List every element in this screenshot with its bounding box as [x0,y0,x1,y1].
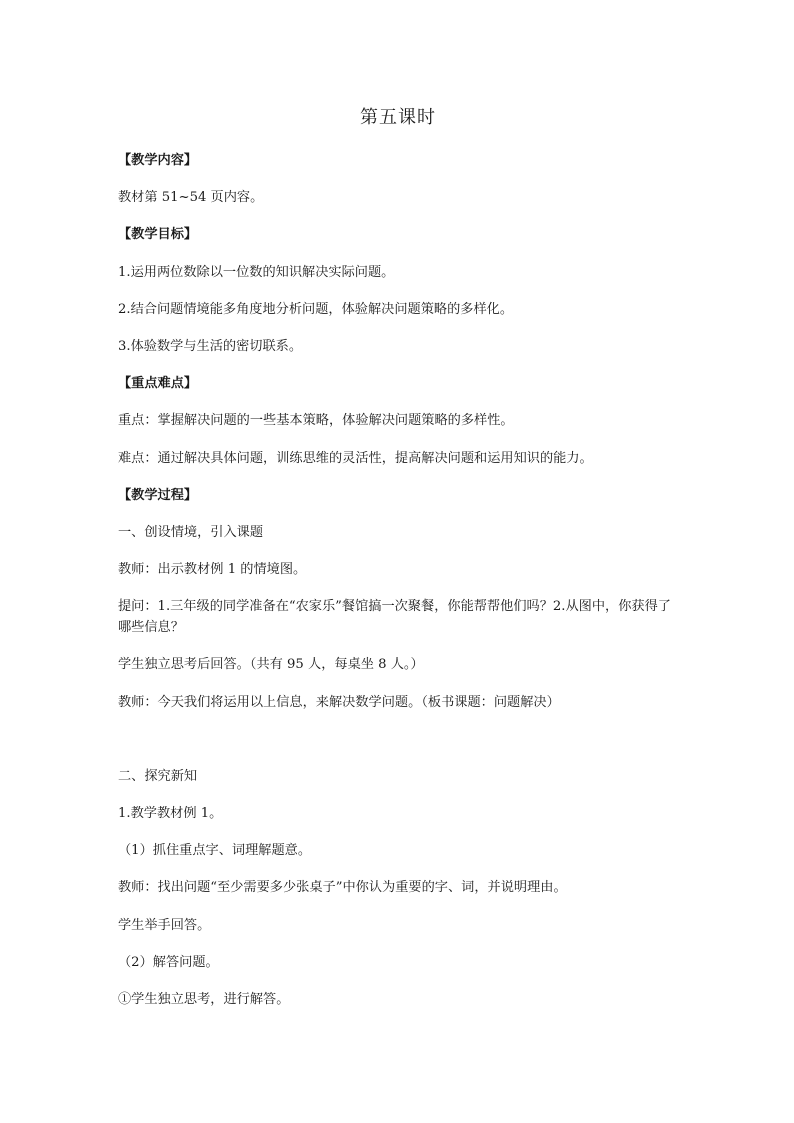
paragraph: 难点：通过解决具体问题，训练思维的灵活性，提高解决问题和运用知识的能力。 [118,450,593,466]
paragraph: 学生举手回答。 [118,917,211,933]
page-title: 第五课时 [360,107,436,128]
document-body [118,106,678,1026]
paragraph: 教师：出示教材例 1 的情境图。 [118,562,307,578]
section-heading-process: 【教学过程】 [118,487,198,503]
blank-line [118,729,678,766]
section-heading-key-points: 【重点难点】 [118,376,198,392]
paragraph: 1.教学教材例 1。 [118,806,223,821]
paragraph: ①学生独立思考，进行解答。 [118,991,290,1007]
paragraph: 教材第 51~54 页内容。 [118,190,264,206]
paragraph: 二、探究新知 [118,768,198,784]
paragraph: 教师：找出问题“至少需要多少张桌子”中你认为重要的字、词，并说明理由。 [118,880,567,896]
paragraph: 教师：今天我们将运用以上信息，来解决数学问题。（板书课题：问题解决） [118,694,560,710]
paragraph: 重点：掌握解决问题的一些基本策略，体验解决问题策略的多样性。 [118,413,514,429]
section-heading-content: 【教学内容】 [118,153,198,168]
paragraph: （2）解答问题。 [118,954,219,970]
section-heading-objectives: 【教学目标】 [118,227,198,243]
paragraph: 提问：1.三年级的同学准备在“农家乐”餐馆搞一次聚餐，你能帮帮他们吗？2.从图中，你获得了哪些信息？ [118,599,671,636]
paragraph: 1.运用两位数除以一位数的知识解决实际问题。 [118,264,395,280]
paragraph: 学生独立思考后回答。（共有 95 人，每桌坐 8 人。） [118,657,424,673]
paragraph: 一、创设情境，引入课题 [118,524,264,540]
paragraph: 2.结合问题情境能多角度地分析问题，体验解决问题策略的多样化。 [118,301,514,317]
paragraph: 3.体验数学与生活的密切联系。 [118,338,303,354]
paragraph: （1）抓住重点字、词理解题意。 [118,843,312,859]
